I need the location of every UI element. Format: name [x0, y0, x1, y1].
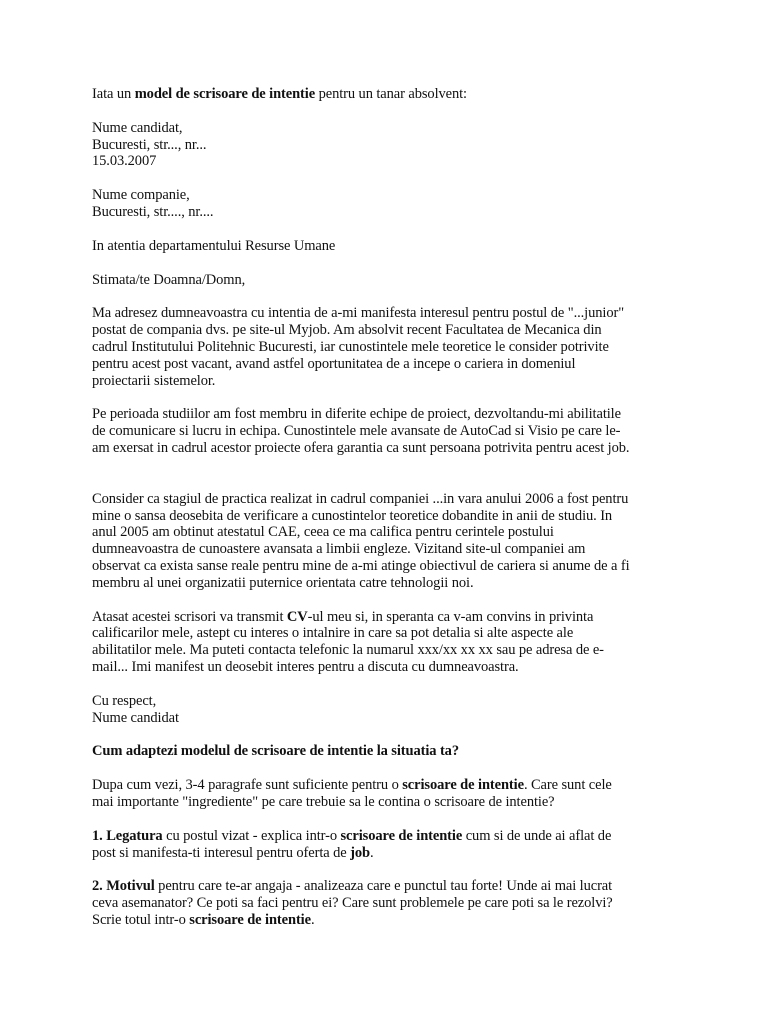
paragraph-3-line: dumneavoastra de cunoastere avansata a limbii engleze. Vizitand site-ul companiei am — [92, 541, 586, 558]
paragraph-3-line: Consider ca stagiul de practica realizat in cadrul companiei ...in vara anului 2006 a fost pentru — [92, 490, 629, 507]
point-1-title: 1. Legatura — [92, 827, 163, 844]
paragraph-4-text: Atasat acestei scrisori va transmit — [92, 608, 287, 625]
paragraph-4-line: calificarilor mele, astept cu interes o intalnire in care sa pot detalia si alte aspecte ale — [92, 625, 574, 642]
paragraph-2-line: de comunicare si lucru in echipa. Cunostintele mele avansate de AutoCad si Visio pe care le- — [92, 423, 621, 440]
point-2-title: 2. Motivul — [92, 878, 155, 895]
point-2-text: . — [310, 911, 315, 928]
point-1 — [92, 828, 692, 862]
paragraph-1-line: pentru acest post vacant, avand astfel oportunitatea de a incepe o cariera in domeniul — [92, 355, 576, 372]
company-block — [92, 187, 692, 221]
section-heading — [92, 743, 692, 760]
letter-date: 15.03.2007 — [92, 153, 157, 170]
point-2-text: pentru care te-ar angaja - analizeaza care e punctul tau forte! Unde ai mai lucrat — [154, 878, 613, 895]
point-2-text: Scrie totul intr-o — [92, 911, 190, 928]
document-body — [92, 86, 692, 929]
closing-name: Nume candidat — [92, 709, 179, 726]
paragraph-1-line: cadrul Institutului Politehnic Bucuresti, iar cunostintele mele teoretice le consider potrivite — [92, 338, 609, 355]
salutation — [92, 272, 692, 289]
cv-bold: CV — [286, 608, 308, 625]
intro-bold: model de scrisoare de intentie — [134, 86, 316, 102]
point-1-bold: scrisoare de intentie — [340, 827, 463, 844]
candidate-name: Nume candidat, — [92, 119, 183, 136]
paragraph-5-text: . Care sunt cele — [523, 777, 612, 794]
attention-line — [92, 238, 692, 255]
paragraph-2-line: Pe perioada studiilor am fost membru in diferite echipe de proiect, dezvoltandu-mi abilitatile — [92, 406, 621, 423]
section-heading-text: Cum adaptezi modelul de scrisoare de intentie la situatia ta? — [92, 743, 459, 760]
point-2-line: ceva asemanator? Ce poti sa faci pentru ei? Care sunt problemele pe care poti sa le rezolvi? — [92, 895, 613, 912]
paragraph-3 — [92, 491, 692, 592]
point-1-text: . — [369, 844, 374, 861]
salutation-text: Stimata/te Doamna/Domn, — [92, 271, 246, 288]
paragraph-5 — [92, 777, 692, 811]
paragraph-3-line: observat ca exista sanse reale pentru mine de a-mi atinge obiectivul de cariera si anume de a fi — [92, 557, 630, 574]
paragraph-1-line: Ma adresez dumneavoastra cu intentia de a-mi manifesta interesul pentru postul de "...junior" — [92, 305, 625, 322]
paragraph-2-line: am exersat in cadrul acestor proiecte ofera garantia ca sunt persoana potrivita pentru acest job. — [92, 439, 630, 456]
paragraph-1 — [92, 305, 692, 389]
paragraph-4 — [92, 609, 692, 676]
intro-text: Iata un — [92, 86, 135, 102]
paragraph-3-line: membru al unei organizatii puternice orientata catre tehnologii noi. — [92, 574, 474, 591]
paragraph-5-line: mai importante "ingrediente" pe care trebuie sa le contina o scrisoare de intentie? — [92, 793, 555, 810]
paragraph-4-line: mail... Imi manifest un deosebit interes pentru a discuta cu dumneavoastra. — [92, 658, 519, 675]
point-1-text: cum si de unde ai aflat de — [462, 827, 612, 844]
paragraph-1-line: postat de compania dvs. pe site-ul Myjob. Am absolvit recent Facultatea de Mecanica din — [92, 322, 602, 339]
candidate-block — [92, 120, 692, 170]
paragraph-4-text: -ul meu si, in speranta ca v-am convins in privinta — [307, 608, 594, 625]
point-1-text: cu postul vizat - explica intr-o — [162, 827, 341, 844]
attention-text: In atentia departamentului Resurse Umane — [92, 237, 336, 254]
paragraph-1-line: proiectarii sistemelor. — [92, 372, 216, 389]
paragraph-2 — [92, 406, 692, 456]
intro-paragraph — [92, 86, 692, 103]
paragraph-3-line: anul 2005 am obtinut atestatul CAE, ceea ce ma califica pentru cerintele postului — [92, 524, 554, 541]
paragraph-5-bold: scrisoare de intentie — [402, 777, 524, 794]
closing-block — [92, 693, 692, 727]
point-2-bold: scrisoare de intentie — [189, 911, 311, 928]
job-bold: job — [350, 844, 370, 861]
company-address: Bucuresti, str...., nr.... — [92, 203, 214, 220]
paragraph-4-line: abilitatilor mele. Ma puteti contacta telefonic la numarul xxx/xx xx xx sau pe adresa de e- — [92, 642, 604, 659]
paragraph-3-line: mine o sansa deosebita de verificare a cunostintelor teoretice dobandite in anii de studiu. In — [92, 507, 613, 524]
point-1-text: post si manifesta-ti interesul pentru oferta de — [92, 844, 351, 861]
closing-regards: Cu respect, — [92, 692, 157, 709]
candidate-address: Bucuresti, str..., nr... — [92, 136, 207, 153]
company-name: Nume companie, — [92, 187, 190, 204]
paragraph-5-text: Dupa cum vezi, 3-4 paragrafe sunt suficiente pentru o — [92, 777, 403, 794]
point-2 — [92, 878, 692, 928]
intro-text-end: pentru un tanar absolvent: — [315, 86, 467, 102]
